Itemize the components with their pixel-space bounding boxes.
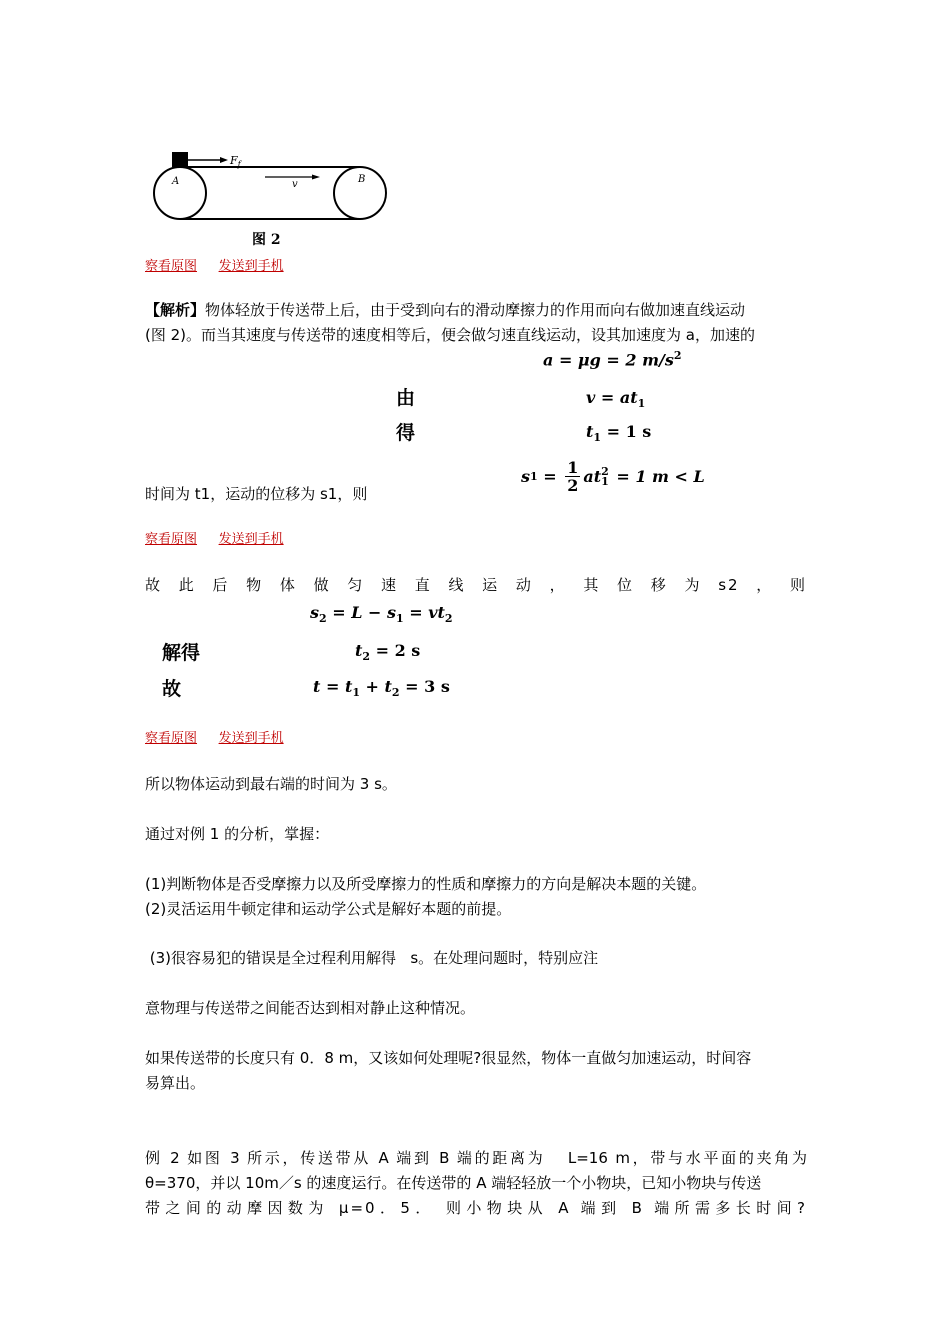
view-original-link[interactable]: 察看原图 <box>145 532 198 547</box>
analysis-line-3: 时间为 t1，运动的位移为 s1，则 <box>145 485 368 503</box>
label-gu: 故 <box>162 678 182 700</box>
eq-v: $v = at_1$ <box>586 388 646 411</box>
send-to-phone-link[interactable]: 发送到手机 <box>218 532 284 547</box>
label-v: v <box>292 179 298 190</box>
example-2-line-1: 例 2 如图 3 所示，传送带从 A 端到 B 端的距离为 L=16 m，带与水平面的夹角为 <box>145 1149 807 1167</box>
block <box>172 152 188 167</box>
label-b: B <box>358 174 366 185</box>
eq-s1: s 1 = $\frac{1}{2}$ at 2 1 = 1 m < L <box>521 458 705 495</box>
analysis-line-2: (图 2)。而当其速度与传送带的速度相等后，便会做匀速直线运动，设其加速度为 a，加速的 <box>145 326 755 344</box>
label-you: 由 <box>396 387 416 409</box>
link-row-1 <box>145 255 284 274</box>
point-3-continued: 意物理与传送带之间能否达到相对静止这种情况。 <box>145 999 476 1017</box>
eq-t2: $t_2 = 2$ s <box>355 641 421 664</box>
point-2: (2)灵活运用牛顿定律和运动学公式是解好本题的前提。 <box>145 900 512 918</box>
eq-t1: $t_1 = 1$ s <box>586 422 652 445</box>
eq-t-total: $t = t_1 + t_2 = 3$ s <box>313 677 450 700</box>
link-row-2 <box>145 528 284 547</box>
label-force: $F_f$ <box>230 154 241 169</box>
eq-a: a = μg = 2 $m/s^2$ <box>543 349 682 370</box>
extension-line-1: 如果传送带的长度只有 0．8 m，又该如何处理呢?很显然，物体一直做匀加速运动，时间容 <box>145 1049 752 1067</box>
view-original-link[interactable]: 察看原图 <box>145 731 198 746</box>
point-1: (1)判断物体是否受摩擦力以及所受摩擦力的性质和摩擦力的方向是解决本题的关键。 <box>145 875 707 893</box>
example-2-line-2: θ=370，并以 10m／s 的速度运行。在传送带的 A 端轻轻放一个小物块，已知小物块与传送 <box>145 1174 762 1192</box>
point-3: (3)很容易犯的错误是全过程利用解得 s。在处理问题时，特别应注 <box>145 949 599 967</box>
uniform-motion-text: 故此后物体做匀速直线运动，其位移为s2，则 <box>145 576 807 594</box>
label-jiede: 解得 <box>162 642 201 664</box>
pulley-a <box>154 167 206 219</box>
analysis-line-1: 【解析】物体轻放于传送带上后，由于受到向右的滑动摩擦力的作用而向右做加速直线运动 <box>145 301 746 319</box>
send-to-phone-link[interactable]: 发送到手机 <box>218 731 284 746</box>
example-2-line-3: 带之间的动摩因数为 μ=0．5． 则小物块从 A 端到 B 端所需多长时间? <box>145 1199 807 1217</box>
summary-intro: 通过对例 1 的分析，掌握： <box>145 825 330 843</box>
conclusion-text: 所以物体运动到最右端的时间为 3 s。 <box>145 775 397 793</box>
eq-s2: $s_2 = L - s_1 = vt_2$ <box>310 603 453 626</box>
send-to-phone-link[interactable]: 发送到手机 <box>218 259 284 274</box>
label-de: 得 <box>396 422 416 444</box>
label-a: A <box>172 176 180 187</box>
figure-2-caption: 图 2 <box>252 232 281 248</box>
extension-line-2: 易算出。 <box>145 1074 206 1092</box>
view-original-link[interactable]: 察看原图 <box>145 259 198 274</box>
link-row-3 <box>145 727 284 746</box>
